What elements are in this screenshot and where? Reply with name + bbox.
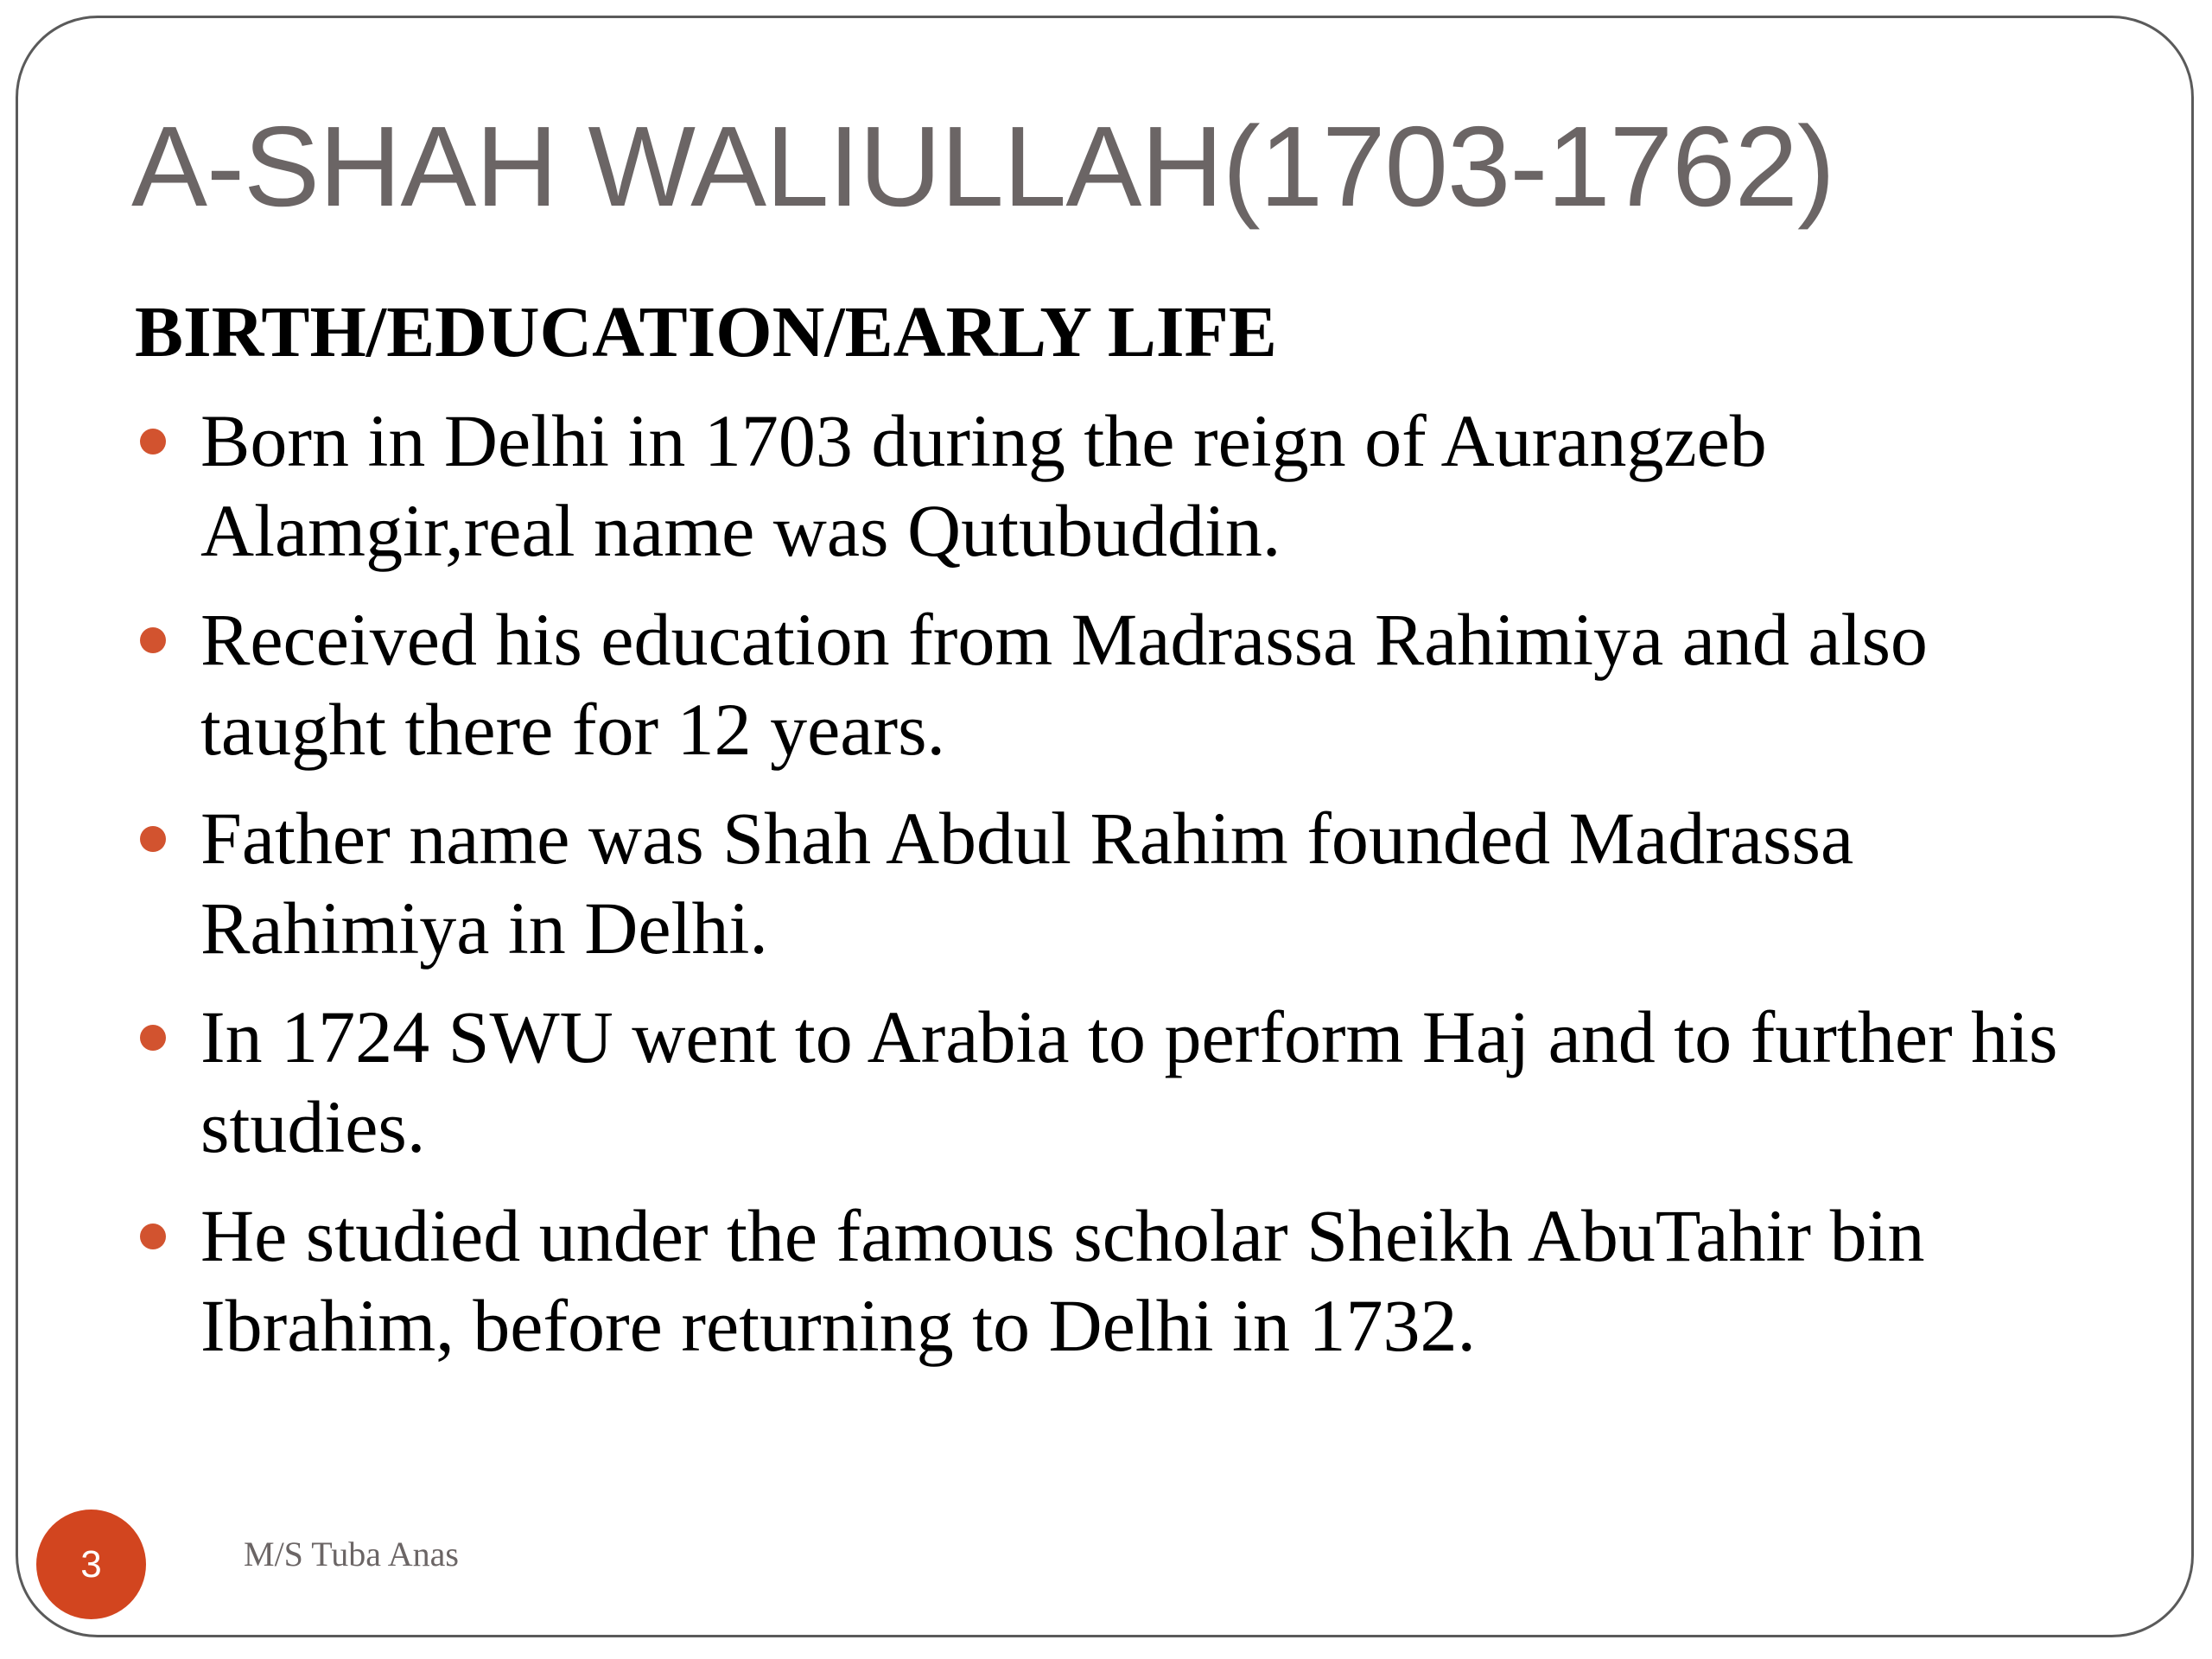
bullet-dot-icon — [140, 1025, 166, 1051]
bullet-list — [135, 396, 2105, 1389]
bullet-item — [135, 992, 2105, 1172]
bullet-dot-icon — [140, 429, 166, 454]
bullet-dot-icon — [140, 1224, 166, 1249]
bullet-item — [135, 594, 2105, 774]
bullet-text: Received his education from Madrassa Rahimiya and also taught there for 12 years. — [200, 598, 1928, 771]
footer-author: M/S Tuba Anas — [244, 1535, 459, 1573]
bullet-text: Born in Delhi in 1703 during the reign of Aurangzeb Alamgir,real name was Qutubuddin. — [200, 399, 1767, 572]
section-heading: BIRTH/EDUCATION/EARLY LIFE — [135, 292, 1277, 372]
bullet-dot-icon — [140, 627, 166, 653]
bullet-text: In 1724 SWU went to Arabia to perform Haj and to further his studies. — [200, 995, 2058, 1168]
bullet-text: Father name was Shah Abdul Rahim founded Madrassa Rahimiya in Delhi. — [200, 797, 1854, 969]
slide-title: A-SHAH WALIULLAH(1703-1762) — [131, 103, 1834, 230]
bullet-item — [135, 396, 2105, 575]
bullet-item — [135, 1191, 2105, 1370]
bullet-item — [135, 793, 2105, 973]
bullet-dot-icon — [140, 826, 166, 852]
bullet-text: He studied under the famous scholar Sheikh AbuTahir bin Ibrahim, before returning to Delhi in 1732. — [200, 1194, 1925, 1367]
page-number-badge: 3 — [36, 1510, 146, 1619]
